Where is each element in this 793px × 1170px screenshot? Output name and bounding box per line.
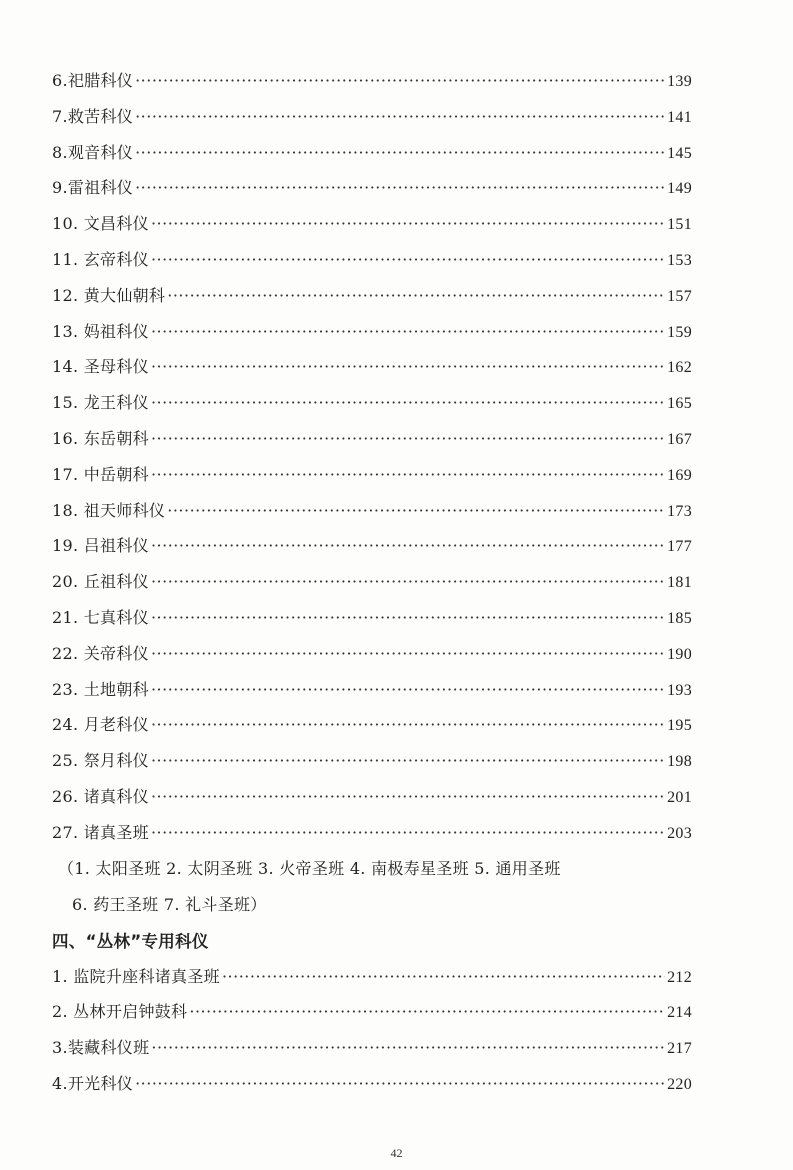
toc-entry-page: 201: [667, 788, 692, 806]
toc-entry-title: 9.雷祖科仪: [52, 178, 134, 198]
dot-leader: [135, 1066, 665, 1102]
toc-entry: [52, 349, 692, 385]
dot-leader: [135, 135, 665, 171]
toc-entry: [52, 135, 692, 171]
dot-leader: [151, 528, 665, 564]
dot-leader: [151, 242, 665, 278]
toc-entry-title: 27. 诸真圣班: [52, 822, 149, 842]
toc-entry: [52, 672, 692, 708]
toc-entry: [52, 1066, 692, 1102]
toc-entry: [52, 99, 692, 135]
toc-entries: [52, 63, 692, 851]
toc-entry-title: 21. 七真科仪: [52, 607, 149, 627]
dot-leader: [135, 63, 665, 99]
toc-entry-title: 24. 月老科仪: [52, 715, 149, 735]
dot-leader: [222, 959, 665, 995]
dot-leader: [151, 564, 665, 600]
dot-leader: [151, 385, 665, 421]
toc-entry: [52, 600, 692, 636]
toc-entry-page: 220: [667, 1075, 692, 1093]
dot-leader: [151, 314, 665, 350]
dot-leader: [151, 349, 665, 385]
toc-entry-page: 157: [667, 287, 692, 305]
toc-entry-page: 181: [667, 574, 692, 592]
dot-leader: [189, 994, 665, 1030]
dot-leader: [167, 493, 665, 529]
toc-entry: [52, 242, 692, 278]
toc-entry-title: 11. 玄帝科仪: [52, 249, 149, 269]
toc-entry-page: 141: [667, 108, 692, 126]
toc-entry: [52, 636, 692, 672]
toc-entry-title: 15. 龙王科仪: [52, 393, 149, 413]
toc-entry-page: 162: [667, 359, 692, 377]
toc-entry-page: 193: [667, 681, 692, 699]
toc-entry-page: 159: [667, 323, 692, 341]
toc-entry: [52, 1030, 692, 1066]
toc-entry-page: 167: [667, 430, 692, 448]
dot-leader: [151, 636, 665, 672]
toc-entry-page: 177: [667, 538, 692, 556]
toc-entry-title: 6.祀腊科仪: [52, 71, 134, 90]
toc-note-line-2: 6. 药王圣班 7. 礼斗圣班）: [72, 894, 267, 914]
toc-entry-title: 23. 土地朝科: [52, 679, 149, 699]
toc-entry: [52, 779, 692, 815]
section-4-entries: [52, 959, 692, 1102]
dot-leader: [151, 600, 665, 636]
toc-entry-title: 25. 祭月科仪: [52, 751, 149, 771]
toc-entry-page: 212: [667, 968, 692, 986]
table-of-contents: [52, 63, 692, 1102]
toc-entry: [52, 743, 692, 779]
toc-entry: [52, 707, 692, 743]
dot-leader: [135, 99, 665, 135]
toc-entry-title: 13. 妈祖科仪: [52, 321, 149, 341]
toc-entry-title: 7.救苦科仪: [52, 106, 134, 126]
toc-entry-page: 153: [667, 251, 692, 269]
dot-leader: [151, 707, 665, 743]
toc-entry-title: 19. 吕祖科仪: [52, 536, 149, 556]
dot-leader: [151, 815, 665, 851]
toc-entry-title: 18. 祖天师科仪: [52, 500, 166, 520]
toc-entry-title: 2. 丛林开启钟鼓科: [52, 1002, 188, 1022]
dot-leader: [151, 421, 665, 457]
toc-entry: [52, 278, 692, 314]
toc-entry-page: 195: [667, 717, 692, 735]
toc-entry: [52, 421, 692, 457]
toc-entry-title: 10. 文昌科仪: [52, 214, 149, 234]
dot-leader: [151, 206, 665, 242]
toc-entry-page: 190: [667, 645, 692, 663]
toc-entry: [52, 815, 692, 851]
section-heading: 四、“丛林”专用科仪: [52, 931, 209, 951]
toc-entry-page: 214: [667, 1004, 692, 1022]
toc-entry-page: 173: [667, 502, 692, 520]
dot-leader: [151, 457, 665, 493]
toc-entry: [52, 206, 692, 242]
toc-entry-page: 151: [667, 216, 692, 234]
toc-entry-page: 185: [667, 609, 692, 627]
page-number: 42: [390, 1146, 403, 1160]
toc-entry-page: 169: [667, 466, 692, 484]
dot-leader: [167, 278, 665, 314]
toc-note-line-1: （1. 太阳圣班 2. 太阴圣班 3. 火帝圣班 4. 南极寿星圣班 5. 通用圣班: [58, 858, 561, 878]
toc-entry-title: 3.装藏科仪班: [52, 1038, 150, 1058]
toc-entry-page: 203: [667, 824, 692, 842]
dot-leader: [151, 672, 665, 708]
toc-entry: [52, 994, 692, 1030]
dot-leader: [151, 1030, 665, 1066]
toc-entry-title: 1. 监院升座科诸真圣班: [52, 966, 220, 986]
toc-entry-title: 22. 关帝科仪: [52, 643, 149, 663]
toc-entry-title: 4.开光科仪: [52, 1073, 134, 1093]
toc-entry: [52, 564, 692, 600]
toc-entry-page: 217: [667, 1040, 692, 1058]
toc-entry: [52, 493, 692, 529]
toc-entry-page: 198: [667, 753, 692, 771]
toc-entry: [52, 385, 692, 421]
toc-entry-page: 145: [667, 144, 692, 162]
toc-entry-title: 26. 诸真科仪: [52, 786, 149, 806]
toc-entry-title: 20. 丘祖科仪: [52, 572, 149, 592]
toc-entry-page: 165: [667, 395, 692, 413]
toc-entry: [52, 170, 692, 206]
toc-entry: [52, 528, 692, 564]
toc-entry: [52, 457, 692, 493]
toc-entry: [52, 63, 692, 99]
toc-entry-title: 12. 黄大仙朝科: [52, 285, 166, 305]
toc-entry: [52, 959, 692, 995]
dot-leader: [151, 743, 665, 779]
toc-entry: [52, 314, 692, 350]
toc-entry-title: 16. 东岳朝科: [52, 428, 149, 448]
toc-entry-page: 149: [667, 180, 692, 198]
toc-entry-page: 139: [667, 73, 692, 90]
toc-entry-title: 8.观音科仪: [52, 142, 134, 162]
dot-leader: [135, 170, 665, 206]
toc-entry-title: 14. 圣母科仪: [52, 357, 149, 377]
toc-entry-title: 17. 中岳朝科: [52, 464, 149, 484]
dot-leader: [151, 779, 665, 815]
